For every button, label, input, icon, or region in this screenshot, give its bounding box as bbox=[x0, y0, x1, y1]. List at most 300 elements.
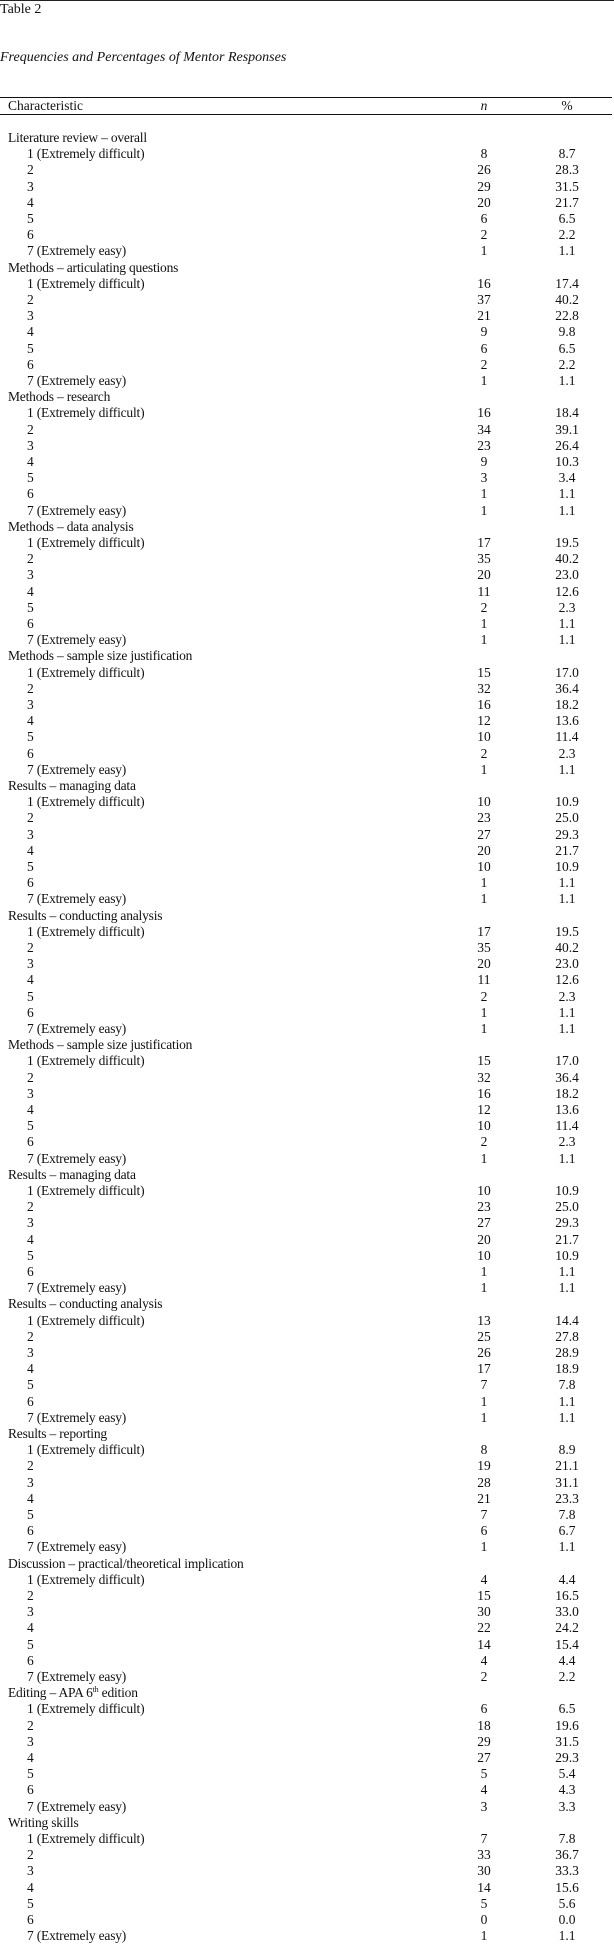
percent-cell: 4.4 bbox=[558, 1652, 576, 1668]
percent-cell: 17.0 bbox=[555, 1053, 579, 1069]
table-row bbox=[0, 1637, 614, 1653]
table-row bbox=[0, 746, 614, 762]
rating-label: 2 bbox=[27, 1717, 34, 1733]
rating-label: 7 (Extremely easy) bbox=[27, 1280, 127, 1296]
rating-label: 5 bbox=[27, 988, 34, 1004]
percent-cell: 26.4 bbox=[555, 437, 579, 453]
rating-label: 7 (Extremely easy) bbox=[27, 1409, 127, 1425]
count-cell: 15 bbox=[477, 1053, 491, 1069]
count-cell: 2 bbox=[480, 745, 488, 761]
percent-cell: 1.1 bbox=[558, 891, 576, 907]
count-cell: 3 bbox=[480, 1798, 488, 1814]
percent-cell: 10.9 bbox=[555, 1247, 579, 1263]
percent-cell: 29.3 bbox=[555, 1215, 579, 1231]
count-cell: 29 bbox=[477, 178, 491, 194]
percent-cell: 21.7 bbox=[555, 194, 579, 210]
count-cell: 4 bbox=[480, 1652, 488, 1668]
section-heading bbox=[8, 260, 178, 276]
count-cell: 1 bbox=[480, 875, 488, 891]
section-heading bbox=[8, 1815, 79, 1831]
rating-label: 1 (Extremely difficult) bbox=[27, 1701, 145, 1717]
rating-label: 5 bbox=[27, 1507, 34, 1522]
table-row bbox=[0, 503, 614, 519]
table-row bbox=[0, 405, 614, 421]
table-row bbox=[0, 470, 614, 486]
percent-cell: 8.9 bbox=[558, 1442, 576, 1458]
rating-label: 7 (Extremely easy) bbox=[27, 632, 127, 648]
rating-label: 2 bbox=[27, 1847, 34, 1863]
section-heading bbox=[8, 1296, 162, 1312]
table-row bbox=[0, 1215, 614, 1231]
count-cell: 2 bbox=[480, 227, 488, 243]
count-cell: 1 bbox=[480, 1004, 488, 1020]
table-row bbox=[0, 713, 614, 729]
percent-cell: 0.0 bbox=[558, 1912, 576, 1927]
table-row bbox=[0, 794, 614, 810]
table-row bbox=[0, 989, 614, 1005]
percent-cell: 21.7 bbox=[555, 1231, 579, 1247]
rating-label: 3 bbox=[27, 697, 34, 712]
count-cell: 17 bbox=[477, 923, 491, 939]
table-row bbox=[0, 1847, 614, 1863]
count-cell: 27 bbox=[477, 826, 491, 842]
count-cell: 33 bbox=[477, 1847, 491, 1863]
rating-label: 6 bbox=[27, 1393, 34, 1409]
section-heading-row bbox=[0, 1815, 614, 1831]
section-heading-row bbox=[0, 1426, 614, 1442]
count-cell: 1 bbox=[480, 243, 488, 259]
table-row bbox=[0, 1799, 614, 1815]
percent-cell: 1.1 bbox=[558, 1393, 576, 1409]
rating-label: 1 (Extremely difficult) bbox=[27, 405, 145, 421]
rating-label: 2 bbox=[27, 680, 34, 696]
rating-label: 2 bbox=[27, 1199, 34, 1215]
percent-cell: 12.6 bbox=[555, 972, 579, 988]
table-row bbox=[0, 1280, 614, 1296]
percent-cell: 39.1 bbox=[555, 421, 579, 437]
table-row bbox=[0, 357, 614, 373]
count-cell: 15 bbox=[477, 1588, 491, 1603]
section-heading-text: Editing – APA 6 bbox=[8, 1685, 93, 1701]
percent-cell: 33.3 bbox=[555, 1863, 579, 1879]
count-cell: 0 bbox=[480, 1912, 488, 1927]
percent-cell: 31.1 bbox=[555, 1474, 579, 1490]
table-row bbox=[0, 1718, 614, 1734]
percent-cell: 25.0 bbox=[555, 810, 579, 826]
section-heading bbox=[8, 1037, 192, 1053]
rating-label: 2 bbox=[27, 551, 34, 567]
rating-label: 1 (Extremely difficult) bbox=[27, 275, 145, 291]
percent-cell: 7.8 bbox=[558, 1507, 576, 1522]
table-row bbox=[0, 1928, 614, 1944]
table-row bbox=[0, 1410, 614, 1426]
count-cell: 23 bbox=[477, 437, 491, 453]
section-heading-text: Writing skills bbox=[8, 1814, 79, 1830]
count-cell: 1 bbox=[480, 761, 488, 777]
rating-label: 1 (Extremely difficult) bbox=[27, 664, 145, 680]
rating-label: 4 bbox=[27, 1361, 34, 1377]
count-cell: 20 bbox=[477, 567, 491, 583]
table-row bbox=[0, 1831, 614, 1847]
percent-cell: 18.2 bbox=[555, 1085, 579, 1101]
rating-label: 6 bbox=[27, 1652, 34, 1668]
table-row bbox=[0, 195, 614, 211]
section-heading-text: Results – managing data bbox=[8, 778, 136, 793]
count-cell: 20 bbox=[477, 956, 491, 972]
table-row bbox=[0, 1458, 614, 1474]
table-row bbox=[0, 1118, 614, 1134]
rating-label: 7 (Extremely easy) bbox=[27, 1539, 127, 1555]
section-heading-row bbox=[0, 130, 614, 146]
section-heading-text: Results – conducting analysis bbox=[8, 1296, 163, 1312]
count-cell: 3 bbox=[480, 470, 488, 486]
table-row bbox=[0, 535, 614, 551]
percent-cell: 23.0 bbox=[555, 567, 579, 583]
rating-label: 1 (Extremely difficult) bbox=[27, 535, 145, 550]
table-row bbox=[0, 665, 614, 681]
count-cell: 4 bbox=[480, 1782, 488, 1798]
table-row bbox=[0, 211, 614, 227]
count-cell: 20 bbox=[477, 842, 491, 858]
rating-label: 4 bbox=[27, 1750, 34, 1765]
rating-label: 7 (Extremely easy) bbox=[27, 891, 127, 907]
table-row bbox=[0, 1313, 614, 1329]
rating-label: 7 (Extremely easy) bbox=[27, 761, 127, 777]
table-row bbox=[0, 810, 614, 826]
table-row bbox=[0, 1021, 614, 1037]
section-heading-text: Methods – sample size justification bbox=[8, 648, 193, 664]
count-cell: 13 bbox=[477, 1312, 491, 1328]
percent-cell: 40.2 bbox=[555, 551, 579, 567]
count-cell: 1 bbox=[480, 632, 488, 648]
section-heading-text: Literature review – overall bbox=[8, 130, 147, 145]
count-cell: 10 bbox=[477, 794, 491, 810]
table-row bbox=[0, 373, 614, 389]
section-heading-row bbox=[0, 1037, 614, 1053]
rating-label: 5 bbox=[27, 1118, 34, 1134]
count-cell: 21 bbox=[477, 1490, 491, 1506]
count-cell: 22 bbox=[477, 1620, 491, 1636]
rating-label: 6 bbox=[27, 1264, 34, 1279]
percent-cell: 17.0 bbox=[555, 664, 579, 680]
percent-cell: 5.6 bbox=[558, 1895, 576, 1911]
percent-cell: 1.1 bbox=[558, 1928, 576, 1944]
percent-cell: 2.3 bbox=[558, 1134, 576, 1150]
section-heading bbox=[8, 130, 147, 146]
count-cell: 1 bbox=[480, 616, 488, 631]
count-cell: 11 bbox=[477, 583, 491, 599]
rating-label: 6 bbox=[27, 1912, 34, 1927]
rating-label: 3 bbox=[27, 567, 34, 583]
rating-label: 3 bbox=[27, 1085, 34, 1101]
table-row bbox=[0, 1669, 614, 1685]
rating-label: 4 bbox=[27, 713, 34, 729]
table-row bbox=[0, 1539, 614, 1555]
table-row bbox=[0, 243, 614, 259]
table-row bbox=[0, 1199, 614, 1215]
count-cell: 1 bbox=[480, 891, 488, 907]
percent-cell: 19.5 bbox=[555, 535, 579, 550]
section-heading-row bbox=[0, 389, 614, 405]
count-cell: 1 bbox=[480, 1539, 488, 1555]
count-cell: 1 bbox=[480, 1150, 488, 1166]
count-cell: 1 bbox=[480, 1393, 488, 1409]
percent-cell: 28.3 bbox=[555, 162, 579, 178]
rating-label: 6 bbox=[27, 616, 34, 631]
percent-cell: 3.3 bbox=[558, 1798, 576, 1814]
rating-label: 6 bbox=[27, 875, 34, 891]
table-row bbox=[0, 681, 614, 697]
percent-cell: 1.1 bbox=[558, 1150, 576, 1166]
table-row bbox=[0, 940, 614, 956]
table-row bbox=[0, 1620, 614, 1636]
table-row bbox=[0, 1766, 614, 1782]
count-cell: 1 bbox=[480, 1264, 488, 1279]
percent-cell: 31.5 bbox=[555, 1733, 579, 1749]
percent-cell: 1.1 bbox=[558, 502, 576, 518]
count-cell: 6 bbox=[480, 340, 488, 356]
table-row bbox=[0, 422, 614, 438]
count-cell: 7 bbox=[480, 1377, 488, 1393]
rating-label: 4 bbox=[27, 1231, 34, 1247]
table-row bbox=[0, 843, 614, 859]
section-heading-row bbox=[0, 1167, 614, 1183]
percent-cell: 13.6 bbox=[555, 1102, 579, 1117]
percent-cell: 18.2 bbox=[555, 697, 579, 712]
section-heading-row bbox=[0, 648, 614, 664]
rating-label: 4 bbox=[27, 324, 34, 340]
percent-cell: 25.0 bbox=[555, 1199, 579, 1215]
table-row bbox=[0, 1572, 614, 1588]
table-row bbox=[0, 1896, 614, 1912]
rating-label: 5 bbox=[27, 1636, 34, 1652]
percent-cell: 36.4 bbox=[555, 680, 579, 696]
count-cell: 26 bbox=[477, 162, 491, 178]
percent-cell: 1.1 bbox=[558, 1539, 576, 1555]
percent-cell: 1.1 bbox=[558, 761, 576, 777]
percent-cell: 31.5 bbox=[555, 178, 579, 194]
rating-label: 4 bbox=[27, 583, 34, 599]
rating-label: 1 (Extremely difficult) bbox=[27, 1312, 145, 1328]
table-row bbox=[0, 1507, 614, 1523]
table-row bbox=[0, 1086, 614, 1102]
table-row bbox=[0, 1588, 614, 1604]
section-heading-row bbox=[0, 908, 614, 924]
count-cell: 1 bbox=[480, 486, 488, 502]
percent-cell: 36.7 bbox=[555, 1847, 579, 1863]
count-cell: 20 bbox=[477, 1231, 491, 1247]
count-cell: 23 bbox=[477, 810, 491, 826]
count-cell: 1 bbox=[480, 1928, 488, 1944]
count-cell: 14 bbox=[477, 1879, 491, 1895]
count-cell: 34 bbox=[477, 421, 491, 437]
count-cell: 9 bbox=[480, 324, 488, 340]
percent-cell: 2.2 bbox=[558, 1669, 576, 1684]
rating-label: 5 bbox=[27, 1895, 34, 1911]
table-row bbox=[0, 600, 614, 616]
table-row bbox=[0, 162, 614, 178]
rating-label: 2 bbox=[27, 1069, 34, 1085]
count-cell: 30 bbox=[477, 1604, 491, 1620]
rating-label: 7 (Extremely easy) bbox=[27, 1150, 127, 1166]
percent-cell: 10.3 bbox=[555, 454, 579, 469]
count-cell: 10 bbox=[477, 859, 491, 874]
rating-label: 2 bbox=[27, 292, 34, 307]
section-heading-text: Results – conducting analysis bbox=[8, 907, 163, 923]
table-row bbox=[0, 1604, 614, 1620]
count-cell: 8 bbox=[480, 146, 488, 162]
table-row bbox=[0, 762, 614, 778]
table-row bbox=[0, 1329, 614, 1345]
rating-label: 5 bbox=[27, 1247, 34, 1263]
percent-cell: 6.5 bbox=[558, 211, 576, 226]
percent-cell: 13.6 bbox=[555, 713, 579, 729]
rating-label: 2 bbox=[27, 1588, 34, 1603]
count-cell: 16 bbox=[477, 405, 491, 421]
rating-label: 2 bbox=[27, 1458, 34, 1474]
table-row bbox=[0, 584, 614, 600]
table-row bbox=[0, 567, 614, 583]
percent-cell: 2.3 bbox=[558, 599, 576, 615]
rating-label: 6 bbox=[27, 1004, 34, 1020]
count-cell: 12 bbox=[477, 1102, 491, 1117]
table-row bbox=[0, 454, 614, 470]
table-row bbox=[0, 1151, 614, 1167]
percent-cell: 23.0 bbox=[555, 956, 579, 972]
rating-label: 2 bbox=[27, 421, 34, 437]
percent-cell: 16.5 bbox=[555, 1588, 579, 1603]
percent-cell: 22.8 bbox=[555, 308, 579, 324]
rating-label: 5 bbox=[27, 599, 34, 615]
rating-label: 4 bbox=[27, 454, 34, 469]
rating-label: 7 (Extremely easy) bbox=[27, 1021, 127, 1036]
rating-label: 2 bbox=[27, 940, 34, 955]
count-cell: 4 bbox=[480, 1571, 488, 1587]
table-row bbox=[0, 1912, 614, 1928]
rating-label: 6 bbox=[27, 745, 34, 761]
rating-label: 1 (Extremely difficult) bbox=[27, 1442, 145, 1458]
percent-cell: 29.3 bbox=[555, 826, 579, 842]
section-heading-text: Methods – articulating questions bbox=[8, 259, 179, 275]
column-header-n: n bbox=[480, 98, 488, 113]
percent-cell: 21.1 bbox=[555, 1458, 579, 1474]
percent-cell: 7.8 bbox=[558, 1831, 576, 1846]
rating-label: 5 bbox=[27, 1766, 34, 1782]
count-cell: 17 bbox=[477, 1361, 491, 1377]
percent-cell: 7.8 bbox=[558, 1377, 576, 1393]
count-cell: 7 bbox=[480, 1831, 488, 1846]
percent-cell: 1.1 bbox=[558, 632, 576, 648]
table-row bbox=[0, 1880, 614, 1896]
rating-label: 1 (Extremely difficult) bbox=[27, 794, 145, 810]
count-cell: 12 bbox=[477, 713, 491, 729]
rating-label: 3 bbox=[27, 826, 34, 842]
percent-cell: 29.3 bbox=[555, 1750, 579, 1765]
section-heading-row bbox=[0, 519, 614, 535]
percent-cell: 8.7 bbox=[558, 146, 576, 162]
count-cell: 6 bbox=[480, 1523, 488, 1539]
percent-cell: 4.4 bbox=[558, 1571, 576, 1587]
table-row bbox=[0, 1475, 614, 1491]
rating-label: 1 (Extremely difficult) bbox=[27, 1831, 145, 1846]
section-heading-text: Methods – data analysis bbox=[8, 518, 134, 534]
rating-label: 3 bbox=[27, 1733, 34, 1749]
percent-cell: 11.4 bbox=[555, 729, 579, 745]
table-row bbox=[0, 632, 614, 648]
column-header-characteristic: Characteristic bbox=[8, 98, 83, 113]
percent-cell: 36.4 bbox=[555, 1069, 579, 1085]
table-row bbox=[0, 276, 614, 292]
count-cell: 18 bbox=[477, 1717, 491, 1733]
table-row bbox=[0, 438, 614, 454]
rating-label: 6 bbox=[27, 227, 34, 243]
table-row bbox=[0, 1005, 614, 1021]
count-cell: 1 bbox=[480, 1280, 488, 1296]
table-row bbox=[0, 179, 614, 195]
percent-cell: 21.7 bbox=[555, 842, 579, 858]
section-heading-suffix: edition bbox=[98, 1685, 138, 1701]
table-row bbox=[0, 1264, 614, 1280]
rating-label: 5 bbox=[27, 470, 34, 486]
section-heading-row bbox=[0, 1296, 614, 1312]
percent-cell: 40.2 bbox=[555, 292, 579, 307]
rating-label: 1 (Extremely difficult) bbox=[27, 1571, 145, 1587]
percent-cell: 6.5 bbox=[558, 1701, 576, 1717]
percent-cell: 14.4 bbox=[555, 1312, 579, 1328]
rating-label: 2 bbox=[27, 1328, 34, 1344]
rating-label: 6 bbox=[27, 1523, 34, 1539]
count-cell: 14 bbox=[477, 1636, 491, 1652]
count-cell: 20 bbox=[477, 194, 491, 210]
table-row bbox=[0, 308, 614, 324]
rating-label: 3 bbox=[27, 1604, 34, 1620]
percent-cell: 1.1 bbox=[558, 616, 576, 631]
percent-cell: 1.1 bbox=[558, 1004, 576, 1020]
rating-label: 5 bbox=[27, 340, 34, 356]
count-cell: 19 bbox=[477, 1458, 491, 1474]
rating-label: 3 bbox=[27, 1345, 34, 1360]
count-cell: 2 bbox=[480, 356, 488, 372]
percent-cell: 6.5 bbox=[558, 340, 576, 356]
count-cell: 35 bbox=[477, 551, 491, 567]
table-row bbox=[0, 924, 614, 940]
count-cell: 7 bbox=[480, 1507, 488, 1522]
section-heading-superscript: th bbox=[92, 1685, 99, 1695]
count-cell: 30 bbox=[477, 1863, 491, 1879]
rating-label: 2 bbox=[27, 810, 34, 826]
percent-cell: 15.4 bbox=[555, 1636, 579, 1652]
table-row bbox=[0, 1701, 614, 1717]
rating-label: 1 (Extremely difficult) bbox=[27, 1183, 145, 1198]
table-row bbox=[0, 1653, 614, 1669]
count-cell: 1 bbox=[480, 1409, 488, 1425]
table-row bbox=[0, 956, 614, 972]
table-row bbox=[0, 146, 614, 162]
table-row bbox=[0, 1345, 614, 1361]
percent-cell: 23.3 bbox=[555, 1490, 579, 1506]
rating-label: 5 bbox=[27, 1377, 34, 1393]
section-heading bbox=[8, 519, 134, 535]
count-cell: 32 bbox=[477, 1069, 491, 1085]
count-cell: 32 bbox=[477, 680, 491, 696]
percent-cell: 17.4 bbox=[555, 275, 579, 291]
count-cell: 11 bbox=[477, 972, 491, 988]
rating-label: 6 bbox=[27, 356, 34, 372]
count-cell: 6 bbox=[480, 211, 488, 226]
rating-label: 5 bbox=[27, 729, 34, 745]
table-row bbox=[0, 972, 614, 988]
section-heading bbox=[8, 778, 136, 794]
